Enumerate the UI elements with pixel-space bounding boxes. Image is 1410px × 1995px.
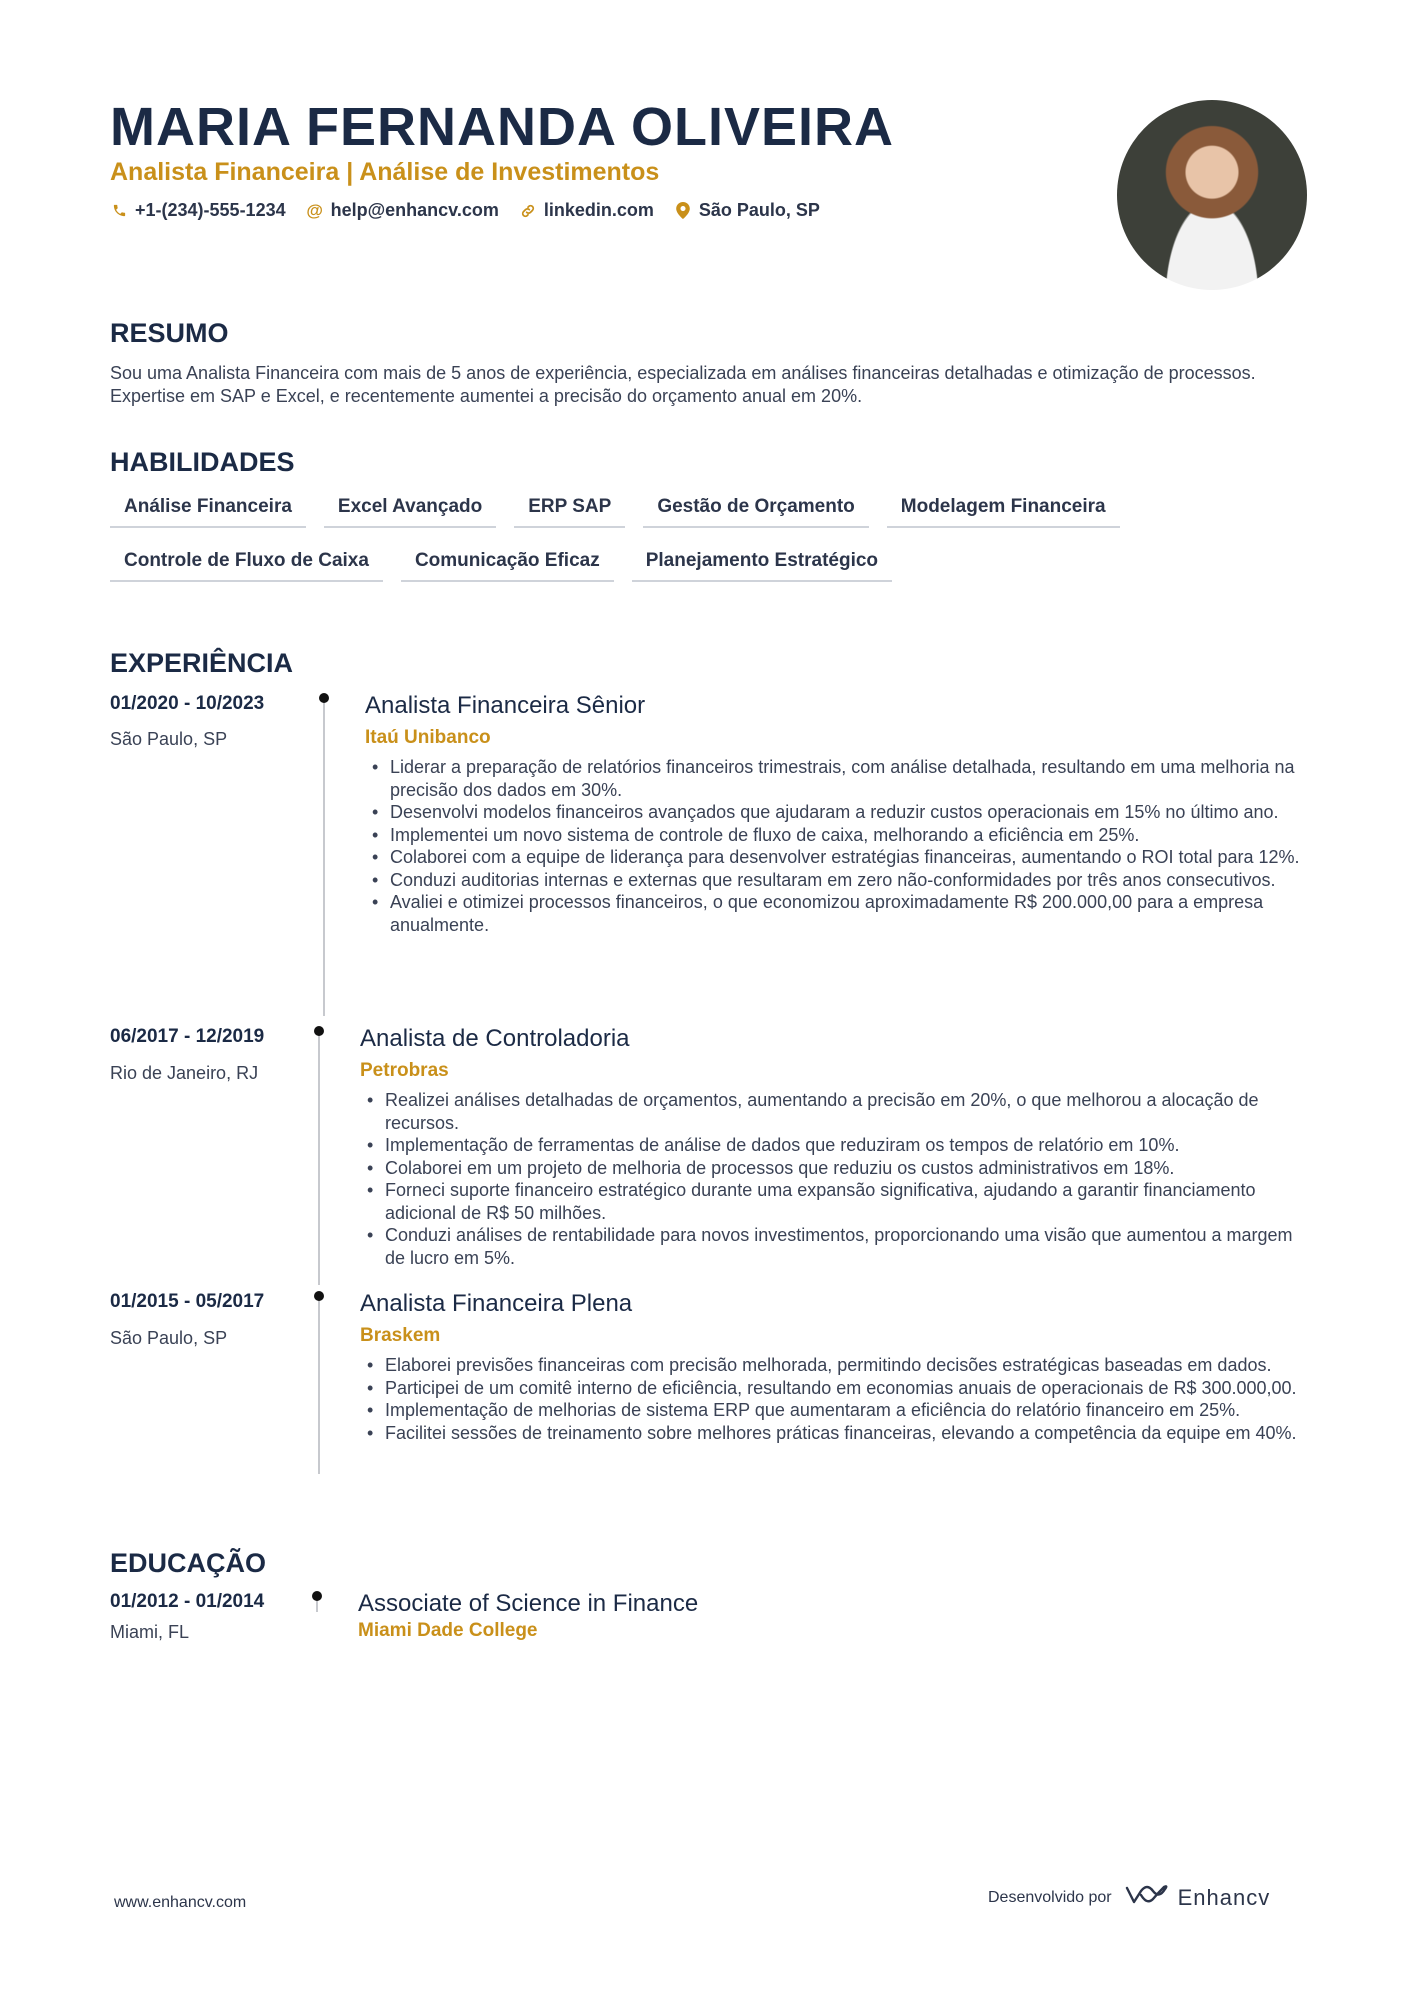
timeline-line — [318, 1298, 320, 1474]
job-bullet: • Implementei um novo sistema de controle de fluxo de caixa, melhorando a eficiência em 25%. — [370, 824, 1300, 847]
at-icon: @ — [306, 200, 323, 220]
job-location: São Paulo, SP — [110, 729, 228, 749]
contact-location-text: São Paulo, SP — [698, 200, 820, 220]
job-bullet: • Desenvolvi modelos financeiros avançados que ajudaram a reduzir custos operacionais em 15% no último ano. — [370, 801, 1300, 824]
job-company: Braskem — [360, 1325, 441, 1346]
timeline-dot — [314, 1291, 324, 1301]
job-title: Analista Financeira Plena — [360, 1290, 633, 1317]
contact-phone-text: +1-(234)-555-1234 — [135, 200, 286, 220]
skill-tag: Excel Avançado — [324, 496, 496, 528]
education-date: 01/2012 - 01/2014 — [110, 1591, 265, 1612]
job-bullet: • Realizei análises detalhadas de orçamentos, aumentando a precisão em 20%, o que melhorou a alocação de recursos. — [365, 1089, 1300, 1134]
job-date: 06/2017 - 12/2019 — [110, 1026, 265, 1047]
brand-logo[interactable] — [1124, 1883, 1271, 1912]
contact-email[interactable] — [306, 200, 499, 221]
timeline-dot — [312, 1591, 322, 1601]
job-title: Analista Financeira Sênior — [365, 692, 646, 719]
job-company: Petrobras — [360, 1060, 449, 1081]
job-title: Analista de Controladoria — [360, 1025, 630, 1052]
timeline-dot — [319, 693, 329, 703]
powered-by-label: Desenvolvido por — [988, 1888, 1112, 1906]
summary-text: Sou uma Analista Financeira com mais de 5 anos de experiência, especializada em análises financeiras detalhadas e otimização de processos. Expertise em SAP e Excel, e recentemente aumentei a precisão do orçamento anual em 20%. — [110, 363, 1256, 406]
contact-bar — [110, 200, 820, 221]
candidate-headline: Analista Financeira | Análise de Investimentos — [110, 158, 660, 186]
job-location: São Paulo, SP — [110, 1328, 228, 1348]
timeline-dot — [314, 1026, 324, 1036]
job-bullet: • Colaborei em um projeto de melhoria de processos que reduziu os custos administrativos em 18%. — [365, 1157, 1300, 1180]
job-bullet: • Facilitei sessões de treinamento sobre melhores práticas financeiras, elevando a competência da equipe em 40%. — [365, 1422, 1300, 1445]
education-location: Miami, FL — [110, 1622, 190, 1642]
skills-list — [110, 496, 1260, 582]
skill-tag: Análise Financeira — [110, 496, 306, 528]
location-pin-icon — [674, 202, 692, 219]
contact-email-text: help@enhancv.com — [330, 200, 499, 220]
footer-branding — [988, 1883, 1270, 1912]
profile-photo — [1117, 100, 1307, 290]
job-bullet: • Colaborei com a equipe de liderança para desenvolver estratégias financeiras, aumentando o ROI total para 12%. — [370, 846, 1300, 869]
job-bullet: • Participei de um comitê interno de eficiência, resultando em economias anuais de operacionais de R$ 300.000,00. — [365, 1377, 1300, 1400]
job-bullet: • Implementação de melhorias de sistema ERP que aumentaram a eficiência do relatório financeiro em 25%. — [365, 1399, 1300, 1422]
contact-linkedin-text: linkedin.com — [543, 200, 654, 220]
job-bullets — [370, 756, 1300, 936]
job-bullet: • Implementação de ferramentas de análise de dados que reduziram os tempos de relatório em 10%. — [365, 1134, 1300, 1157]
phone-icon — [110, 203, 128, 218]
skill-tag: Modelagem Financeira — [887, 496, 1120, 528]
job-bullets — [365, 1354, 1300, 1444]
skill-tag: Comunicação Eficaz — [401, 550, 614, 582]
job-bullets — [365, 1089, 1300, 1269]
education-degree: Associate of Science in Finance — [358, 1590, 699, 1617]
job-bullet: • Conduzi análises de rentabilidade para novos investimentos, proporcionando uma visão que aumentou a margem de lucro em 5%. — [365, 1224, 1300, 1269]
job-company: Itaú Unibanco — [365, 727, 491, 748]
contact-location — [674, 200, 820, 221]
skill-tag: Controle de Fluxo de Caixa — [110, 550, 383, 582]
timeline-line — [323, 700, 325, 1016]
skill-tag: Planejamento Estratégico — [632, 550, 892, 582]
contact-phone[interactable] — [110, 200, 286, 221]
education-heading: EDUCAÇÃO — [110, 1548, 267, 1578]
skill-tag: ERP SAP — [514, 496, 625, 528]
job-location: Rio de Janeiro, RJ — [110, 1063, 259, 1083]
job-bullet: • Conduzi auditorias internas e externas que resultaram em zero não-conformidades por três anos consecutivos. — [370, 869, 1300, 892]
job-date: 01/2015 - 05/2017 — [110, 1291, 265, 1312]
skill-tag: Gestão de Orçamento — [643, 496, 868, 528]
experience-heading: EXPERIÊNCIA — [110, 648, 294, 678]
job-bullet: • Forneci suporte financeiro estratégico durante uma expansão significativa, ajudando a garantir financiamento adicional de R$ 50 milhões. — [365, 1179, 1300, 1224]
skills-heading: HABILIDADES — [110, 447, 295, 477]
job-date: 01/2020 - 10/2023 — [110, 693, 265, 714]
candidate-name: MARIA FERNANDA OLIVEIRA — [110, 97, 894, 157]
enhancv-logo-icon — [1124, 1883, 1170, 1912]
timeline-line — [318, 1033, 320, 1285]
job-bullet: • Liderar a preparação de relatórios financeiros trimestrais, com análise detalhada, resultando em uma melhoria na precisão dos dados em 30%. — [370, 756, 1300, 801]
education-school: Miami Dade College — [358, 1620, 538, 1641]
link-icon — [519, 203, 537, 219]
footer-website[interactable]: www.enhancv.com — [114, 1894, 247, 1911]
brand-name: Enhancv — [1177, 1884, 1271, 1910]
contact-linkedin[interactable] — [519, 200, 654, 221]
job-bullet: • Elaborei previsões financeiras com precisão melhorada, permitindo decisões estratégicas baseadas em dados. — [365, 1354, 1300, 1377]
job-bullet: • Avaliei e otimizei processos financeiros, o que economizou aproximadamente R$ 200.000,00 para a empresa anualmente. — [370, 891, 1300, 936]
summary-heading: RESUMO — [110, 318, 229, 348]
